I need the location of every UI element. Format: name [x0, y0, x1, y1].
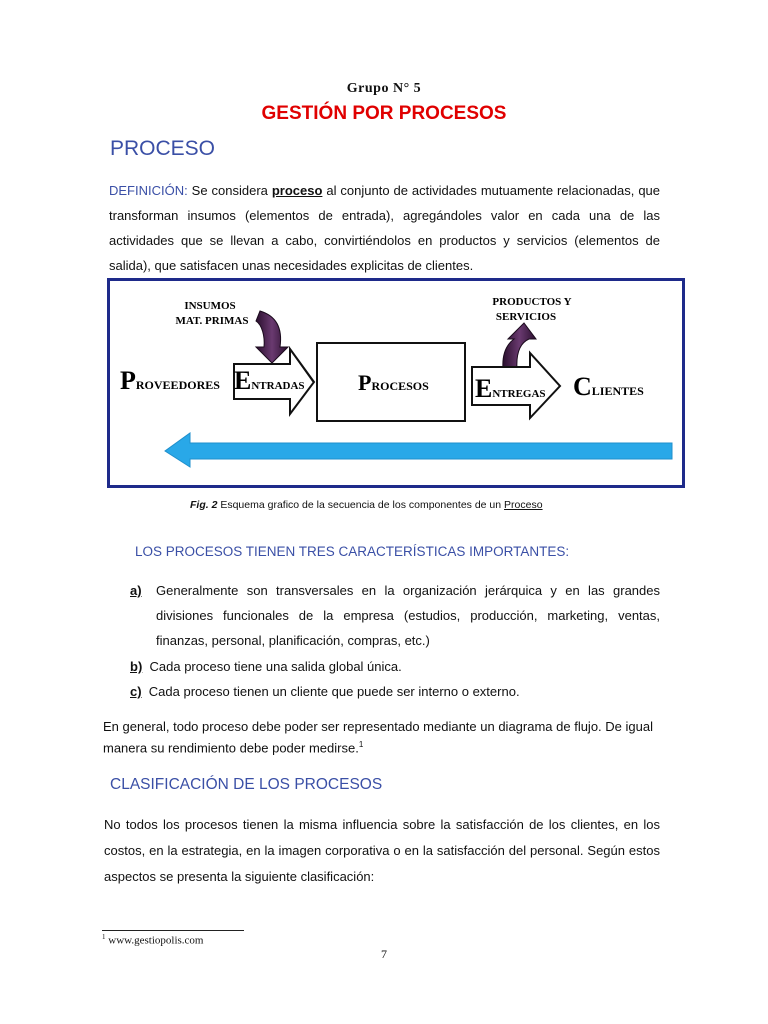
insumos-curved-arrow-icon	[256, 311, 288, 363]
figure-caption	[190, 499, 543, 511]
list-marker: a)	[130, 583, 142, 598]
characteristics-heading: LOS PROCESOS TIENEN TRES CARACTERÍSTICAS IMPORTANTES:	[135, 544, 570, 559]
footnote	[102, 933, 203, 947]
footnote-divider	[102, 930, 244, 931]
feedback-arrow-icon	[165, 433, 672, 467]
productos-label: PRODUCTOS Y	[492, 296, 572, 308]
process-diagram	[107, 278, 685, 488]
page-title: GESTIÓN POR PROCESOS	[261, 103, 507, 124]
definition-text: Se considera	[187, 183, 272, 198]
list-item-line: finanzas, personal, planificación, compras, etc.)	[156, 633, 430, 648]
servicios-label: SERVICIOS	[495, 311, 557, 323]
classification-line: aspectos se presenta la siguiente clasificación:	[104, 869, 375, 884]
list-item	[130, 654, 402, 679]
definition-paragraph	[109, 178, 660, 278]
classification-heading: CLASIFICACIÓN DE LOS PROCESOS	[110, 776, 383, 793]
caption-text: Esquema grafico de la secuencia de los componentes de un	[217, 499, 505, 511]
group-label: Grupo N° 5	[346, 81, 422, 96]
entradas-label: ENTRADAS	[234, 366, 305, 395]
definition-line: salida), que satisfacen unas necesidades explicitas de clientes.	[109, 258, 474, 273]
general-paragraph	[103, 718, 663, 757]
list-marker: c)	[130, 684, 142, 699]
materias-primas-label: MAT. PRIMAS	[175, 315, 249, 327]
list-item-line: divisiones funcionales de la empresa (estudios, producción, marketing, ventas,	[156, 608, 660, 623]
list-marker: b)	[130, 659, 143, 674]
section-heading-proceso: PROCESO	[110, 137, 216, 160]
caption-keyword: Proceso	[504, 499, 543, 511]
footnote-number: 1	[102, 933, 106, 941]
process-diagram-svg	[110, 281, 682, 485]
general-line: manera su rendimiento debe poder medirse.	[103, 740, 359, 756]
list-item-text: Cada proceso tiene una salida global única.	[149, 659, 402, 674]
classification-paragraph	[104, 812, 660, 890]
procesos-label: PROCESOS	[358, 370, 429, 395]
classification-line: No todos los procesos tienen la misma influencia sobre la satisfacción de los clientes, en los	[104, 817, 660, 832]
definition-line: actividades que se llevan a cabo, convirtiéndolos en productos y servicios (elementos de	[109, 233, 660, 248]
proveedores-label: PROVEEDORES	[120, 366, 220, 395]
classification-line: costos, en la estrategia, en la imagen corporativa o en la satisfacción del personal. Según estos	[104, 843, 660, 858]
footnote-link[interactable]: www.gestiopolis.com	[105, 934, 204, 947]
definition-line: transforman insumos (elementos de entrada), agregándoles valor en cada una de las	[109, 208, 660, 223]
general-line: En general, todo proceso debe poder ser representado mediante un diagrama de flujo. De igual	[103, 719, 653, 734]
figure-number: Fig. 2	[190, 499, 218, 511]
clientes-label: CLIENTES	[573, 372, 644, 401]
entregas-label: ENTREGAS	[475, 374, 546, 403]
definition-text: al conjunto de actividades mutuamente relacionadas, que	[322, 183, 661, 198]
footnote-reference: 1	[358, 740, 364, 749]
list-item-text: Cada proceso tienen un cliente que puede ser interno o externo.	[148, 684, 520, 699]
list-item-line: Generalmente son transversales en la organización jerárquica y en las grandes	[156, 583, 660, 598]
definition-label: DEFINICIÓN:	[109, 183, 188, 198]
page-number: 7	[381, 947, 387, 961]
definition-keyword: proceso	[271, 183, 323, 198]
insumos-label: INSUMOS	[184, 300, 236, 312]
list-item	[130, 679, 520, 704]
